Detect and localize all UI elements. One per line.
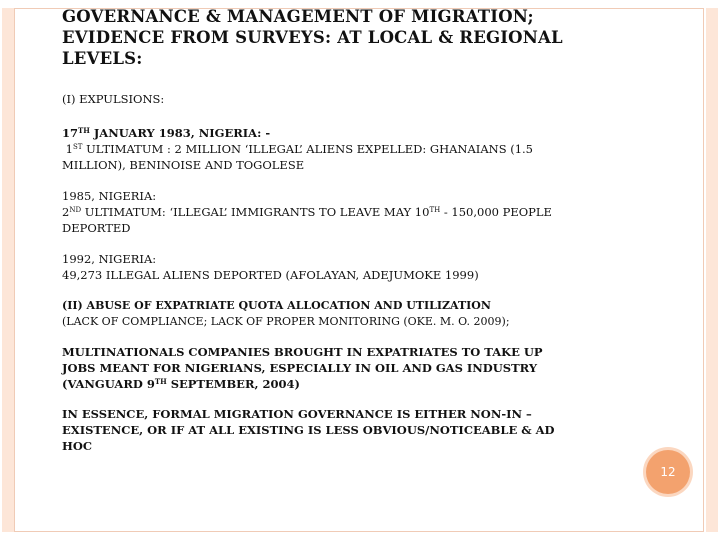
multinationals-section [62,344,652,392]
quota-section [62,298,652,330]
multinationals-line-3-start: (VANGUARD 9 [62,377,155,391]
event-1985-line-1-end: - 150,000 PEOPLE [440,205,552,219]
expulsions-heading [62,91,652,107]
event-1983-date-rest: JANUARY 1983, NIGERIA: - [89,126,271,140]
frame-stripe-right [706,8,718,532]
event-1992 [62,251,652,283]
event-1985-line-1-sup: ND [69,206,82,214]
multinationals-line-1: MULTINATIONALS COMPANIES BROUGHT IN EXPATRIATES TO TAKE UP [62,345,543,359]
event-1985-line-1-sup2: TH [429,206,441,214]
event-1985-line-1-mid: ULTIMATUM: ‘ILLEGAL’ IMMIGRANTS TO LEAVE MAY 10 [81,205,430,219]
essence-line-1: IN ESSENCE, FORMAL MIGRATION GOVERNANCE IS EITHER NON-IN – [62,407,532,421]
event-1985-heading: 1985, NIGERIA: [62,189,157,203]
multinationals-line-2: JOBS MEANT FOR NIGERIANS, ESPECIALLY IN OIL AND GAS INDUSTRY [62,361,538,375]
event-1983-line-1 [62,141,652,157]
multinationals-line-3-end: SEPTEMBER, 2004) [166,377,300,391]
quota-heading: (II) ABUSE OF EXPATRIATE QUOTA ALLOCATION AND UTILIZATION [62,299,491,312]
event-1985-line-1 [62,204,652,220]
event-1985-line-1-num: 2 [62,205,70,219]
event-1983-day-sup: TH [78,126,90,135]
page-number-badge: 12 [646,450,690,494]
event-1983-line-1-sup: ST [72,143,83,151]
quota-line-1: (LACK OF COMPLIANCE; LACK OF PROPER MONITORING (OKE. M. O. 2009); [62,315,510,328]
event-1985-line-2: DEPORTED [62,221,131,235]
event-1983-line-2: MILLION), BENINOISE AND TOGOLESE [62,158,305,172]
expulsions-heading-text: (I) EXPULSIONS: [62,92,165,106]
event-1985 [62,188,652,236]
title-line-3: LEVELS: [62,49,143,68]
title-line-1: GOVERNANCE & MANAGEMENT OF MIGRATION; [62,7,534,26]
event-1983-day: 17 [62,126,79,140]
essence-line-2: EXISTENCE, OR IF AT ALL EXISTING IS LESS OBVIOUS/NOTICEABLE & AD [62,423,555,437]
title-line-2: EVIDENCE FROM SURVEYS: AT LOCAL & REGIONAL [62,28,563,47]
slide-title [62,6,652,69]
slide-content [62,6,652,454]
event-1983-date [62,125,652,141]
event-1983-line-1-num: 1 [62,142,73,156]
essence-line-3: HOC [62,439,93,453]
frame-stripe-left [2,8,14,532]
multinationals-line-3-sup: TH [154,377,167,386]
multinationals-line-3 [62,376,652,392]
event-1992-line-1: 49,273 ILLEGAL ALIENS DEPORTED (AFOLAYAN, ADEJUMOKE 1999) [62,268,479,282]
essence-section [62,406,652,454]
event-1983 [62,125,652,173]
event-1992-heading: 1992, NIGERIA: [62,252,157,266]
event-1983-line-1-rest: ULTIMATUM : 2 MILLION ‘ILLEGAL’ ALIENS EXPELLED: GHANAIANS (1.5 [82,142,534,156]
